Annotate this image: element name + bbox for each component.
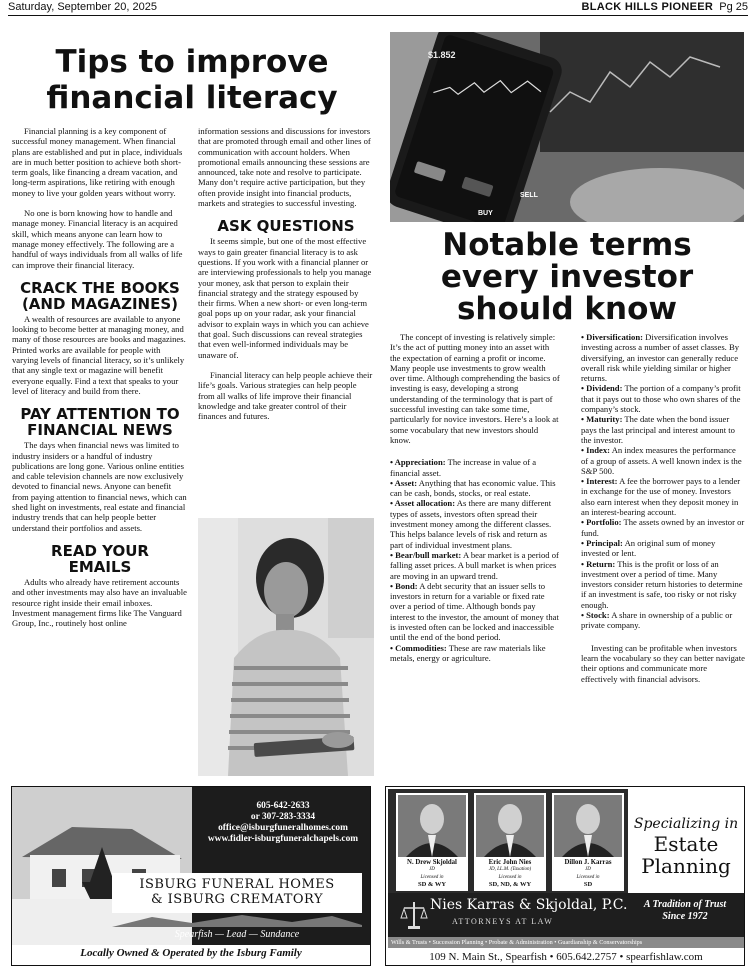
scales-of-justice-icon <box>400 900 428 930</box>
funeral-home-ad <box>11 786 371 966</box>
estate-word: Estate <box>653 832 719 856</box>
tips-column-2 <box>198 126 374 431</box>
glossary-definition: The assets owned by an investor or fund. <box>581 517 745 538</box>
tips-para-2: No one is born knowing how to handle and manage money. Financial literacy is an acquired skill, which means anyone can learn how to manage money effectively. The following are a handful of ways individuals from all walks of life can improve their financial literacy. <box>12 208 183 270</box>
law-address: 109 N. Main St., Spearfish • 605.642.2757 • spearfishlaw.com <box>429 951 703 963</box>
tips-column-1 <box>12 126 188 638</box>
funeral-footer: Locally Owned & Operated by the Isburg Family <box>80 947 302 959</box>
terms-column-2 <box>581 332 745 684</box>
tradition-tagline <box>628 899 742 923</box>
glossary-entry <box>581 538 745 559</box>
glossary-term: • Return: <box>581 558 616 569</box>
licensed-states: SD, ND, & WY <box>488 881 532 888</box>
attorney-name: N. Drew Skjoldal <box>407 859 457 866</box>
tips-para-3: A wealth of resources are available to anyone looking to become better at managing money, and many of those resources are books and magazines. Printed works are available for people with varying levels of financial literacy, so it’s unlikely that any single text or magazine will benefit everyone equally. Find a text that speaks to your level of literacy and build from there. <box>12 313 186 396</box>
glossary-definition: Anything that has economic value. This can be cash, bonds, stocks, or real estate. <box>390 477 556 499</box>
law-firm-ad <box>385 786 745 966</box>
phone-sell-label: SELL <box>520 192 538 199</box>
attorney-credentials: JD <box>585 867 591 872</box>
attorney-credentials: JD <box>429 867 435 872</box>
licensed-states: SD & WY <box>417 881 447 888</box>
terms-column-1 <box>390 332 560 663</box>
terms-headline <box>392 229 742 325</box>
glossary-definition: These are raw materials like metals, energy or agriculture. <box>390 642 546 663</box>
tips-para-8: Financial literacy can help people achieve their life’s goals. Various strategies can help people from all walks of life improve their financial knowledge and take greater control of their finances and futures. <box>198 369 373 422</box>
glossary-entry <box>390 498 560 549</box>
glossary-entry <box>581 445 745 476</box>
licensed-states: SD <box>583 881 593 888</box>
glossary-term: • Asset: <box>390 477 418 488</box>
glossary-entry <box>581 559 745 610</box>
glossary-definition: An index measures the performance of a group of assets. A well known index is the S&P 500. <box>581 445 742 476</box>
paper-name: BLACK HILLS PIONEER <box>581 1 714 13</box>
funeral-website: www.fidler-isburgfuneralchapels.com <box>207 834 359 844</box>
glossary-entry <box>581 332 745 383</box>
glossary-term: • Interest: <box>581 476 618 487</box>
estate-planning-block <box>628 815 744 877</box>
subhead-read-emails: READ YOUR EMAILS <box>51 541 149 576</box>
attorney-photo <box>476 795 544 857</box>
tips-para-6: information sessions and discussions for investors that are promoted through email and other lines of communication with account holders. When promotional emails announcing these sessions are announced, take note and resolve to participate. Many don’t require active participation, but they often provide insight into financial products, markets and strategies to successful investing. <box>198 126 371 209</box>
glossary-term: • Bear/bull market: <box>390 549 462 560</box>
glossary-definition: The date when the bond issuer pays the last principal and interest amount to the investor. <box>581 414 735 445</box>
tips-headline-line1: Tips to improve <box>55 44 329 80</box>
tips-para-5: Adults who already have retirement accounts and other investments may also have an invaluable resource right inside their email inboxes. Investment management firms like The Vanguard Group, Inc., routinely host online <box>12 576 187 629</box>
law-services: Wills & Trusts • Succession Planning • Probate & Administration • Guardianship & Conservatorships <box>388 937 744 948</box>
glossary-definition: The increase in value of a financial asset. <box>390 457 537 478</box>
attorneys-at-law: ATTORNEYS AT LAW <box>452 917 554 926</box>
planning-word: Planning <box>641 854 731 878</box>
attorney-card <box>474 793 546 891</box>
glossary-term: • Commodities: <box>390 642 447 653</box>
glossary-entry <box>390 550 560 581</box>
terms-headline-line3: should know <box>456 291 678 327</box>
attorney-name: Eric John Nies <box>488 859 532 866</box>
attorney-card <box>552 793 624 891</box>
issue-date: Saturday, September 20, 2025 <box>8 1 158 13</box>
glossary-entry <box>581 383 745 414</box>
tips-para-4: The days when financial news was limited to industry insiders or a handful of industry publications are long gone. Various online entities and cable television channels are now exclusively devoted to financial news. Anyone can benefit from paying attention to financial news, which can shed light on investments, real estate and financial industry trends that can help people better understand their portfolios and assets. <box>12 440 187 533</box>
terms-headline-line1: Notable terms <box>442 227 692 263</box>
funeral-name-1: ISBURG FUNERAL HOMES <box>139 877 335 892</box>
tips-para-1: Financial planning is a key component of successful money management. When financial plans are established and put in place, individuals are in much better position to achieve both short-term goals, like financing a dream vacation, and long-term aspirations, like retiring with enough money to live your golden years without worry. <box>12 126 183 198</box>
glossary-definition: A share in ownership of a public or private company. <box>581 610 733 631</box>
attorney-credentials: JD, LL.M. (Taxation) <box>488 867 532 872</box>
licensed-in-label: Licensed in <box>498 875 522 880</box>
paper-and-page <box>582 0 748 14</box>
glossary-definition: This is the profit or loss of an investment over a period of time. Many investors consider return histories to determine if an investment is safe, too risky or not risky enough. <box>581 558 743 610</box>
attorney-photo <box>398 795 466 857</box>
glossary-definition: An original sum of money invested or lent. <box>581 537 716 559</box>
licensed-in-label: Licensed in <box>576 875 600 880</box>
tradition-line2: Since 1972 <box>662 911 708 922</box>
glossary-entry <box>390 457 560 478</box>
tradition-line1: A Tradition of Trust <box>643 899 727 910</box>
firm-banner <box>388 893 744 937</box>
glossary-definition: A bear market is a period of falling asset prices. A bull market is when prices are moving in an upward trend. <box>390 549 559 581</box>
attorney-name: Dillon J. Karras <box>564 859 612 866</box>
tips-headline-line2: financial literacy <box>46 80 338 116</box>
glossary-term: • Appreciation: <box>390 457 446 468</box>
funeral-phone-1: 605-642-2633 <box>256 801 310 811</box>
funeral-contact <box>198 801 368 845</box>
glossary-term: • Index: <box>581 445 611 456</box>
glossary-term: • Dividend: <box>581 383 623 394</box>
glossary-entry <box>581 517 745 538</box>
page-header <box>8 0 748 16</box>
glossary-entry <box>390 478 560 499</box>
glossary-definition: A debt security that an issuer sells to investors in return for a variable or fixed rate over a period of time. Although bonds pay interest to the investor, the amount of money that is invested often can be locked and inaccessible until the end of the bond period. <box>390 580 559 643</box>
stock-phone-photo <box>390 32 744 222</box>
terms-headline-line2: every investor <box>440 259 694 295</box>
funeral-ad-banner <box>12 787 370 945</box>
subhead-ask-questions: ASK QUESTIONS <box>217 217 355 236</box>
funeral-towns: Spearfish — Lead — Sundance <box>174 929 300 940</box>
glossary-term: • Portfolio: <box>581 517 622 528</box>
glossary-definition: As there are many different types of assets, investors often spread their investment money among the different classes. This helps balance levels of risk and return as part of individual investment plans. <box>390 498 552 550</box>
glossary-right <box>581 332 745 631</box>
phone-price: $1.852 <box>428 50 456 60</box>
firm-name: Nies Karras & Skjoldal, P.C. <box>430 897 628 913</box>
funeral-name-2: & ISBURG CREMATORY <box>150 892 324 907</box>
tips-para-7: It seems simple, but one of the most effective ways to gain greater financial literacy is to ask questions. If you work with a financial planner or are interviewing professionals to help you manage your money, ask that person to explain their financial strategy and the strategy espoused by their firms. When a new short- or even long-term goal pops up on your radar, ask your financial advisor to explain ways in which you can achieve that goal. Such discussions can reveal strategies that even well-informed individuals may be unaware of. <box>198 236 372 360</box>
subhead-crack-books: CRACK THE BOOKS (AND MAGAZINES) <box>20 278 180 313</box>
funeral-email: office@isburgfuneralhomes.com <box>218 823 348 833</box>
glossary-term: • Principal: <box>581 537 623 548</box>
funeral-name-plate <box>112 873 362 913</box>
page-number: Pg 25 <box>719 1 748 13</box>
terms-intro: The concept of investing is relatively simple: It’s the act of putting money into an asset with the expectation of earning a profit or income. Many people use investments to grow wealth over time. Although comprehending the basics of investing is easy, developing a strong understanding of the terminology that is part of successful investing can take some time, particularly for novice investors. Here’s a look at some vocabulary that new investors should know. <box>390 332 560 445</box>
woman-tablet-photo <box>198 518 374 776</box>
glossary-entry <box>581 414 745 445</box>
glossary-entry <box>390 581 560 643</box>
licensed-in-label: Licensed in <box>420 875 444 880</box>
glossary-term: • Asset allocation: <box>390 498 456 509</box>
glossary-entry <box>581 610 745 631</box>
glossary-entry <box>581 476 745 517</box>
glossary-term: • Stock: <box>581 610 610 621</box>
specializing-in: Specializing in <box>633 816 739 832</box>
phone-buy-label: BUY <box>478 210 493 217</box>
attorney-card <box>396 793 468 891</box>
terms-closing: Investing can be profitable when investors learn the vocabulary so they can better navigate their options and communicate more effectively with financial advisors. <box>581 642 745 684</box>
tips-headline <box>10 44 374 116</box>
glossary-definition: The portion of a company’s profit that it pays out to those who own shares of the company’s stock. <box>581 383 741 415</box>
glossary-definition: Diversification involves investing across a number of asset classes. By diversifying, an investor can generally reduce overall risk while yielding similar or higher returns. <box>581 332 739 384</box>
glossary-term: • Bond: <box>390 580 418 591</box>
glossary-term: • Maturity: <box>581 414 623 425</box>
glossary-left <box>390 457 560 663</box>
glossary-definition: A fee the borrower pays to a lender in exchange for the use of money. Investors also earn interest when they deposit money in an interest-bearing account. <box>581 476 741 518</box>
glossary-term: • Diversification: <box>581 332 643 342</box>
attorney-photo <box>554 795 622 857</box>
glossary-entry <box>390 643 560 664</box>
funeral-phone-2: or 307-283-3334 <box>250 812 316 822</box>
subhead-financial-news: PAY ATTENTION TO FINANCIAL NEWS <box>20 405 180 440</box>
